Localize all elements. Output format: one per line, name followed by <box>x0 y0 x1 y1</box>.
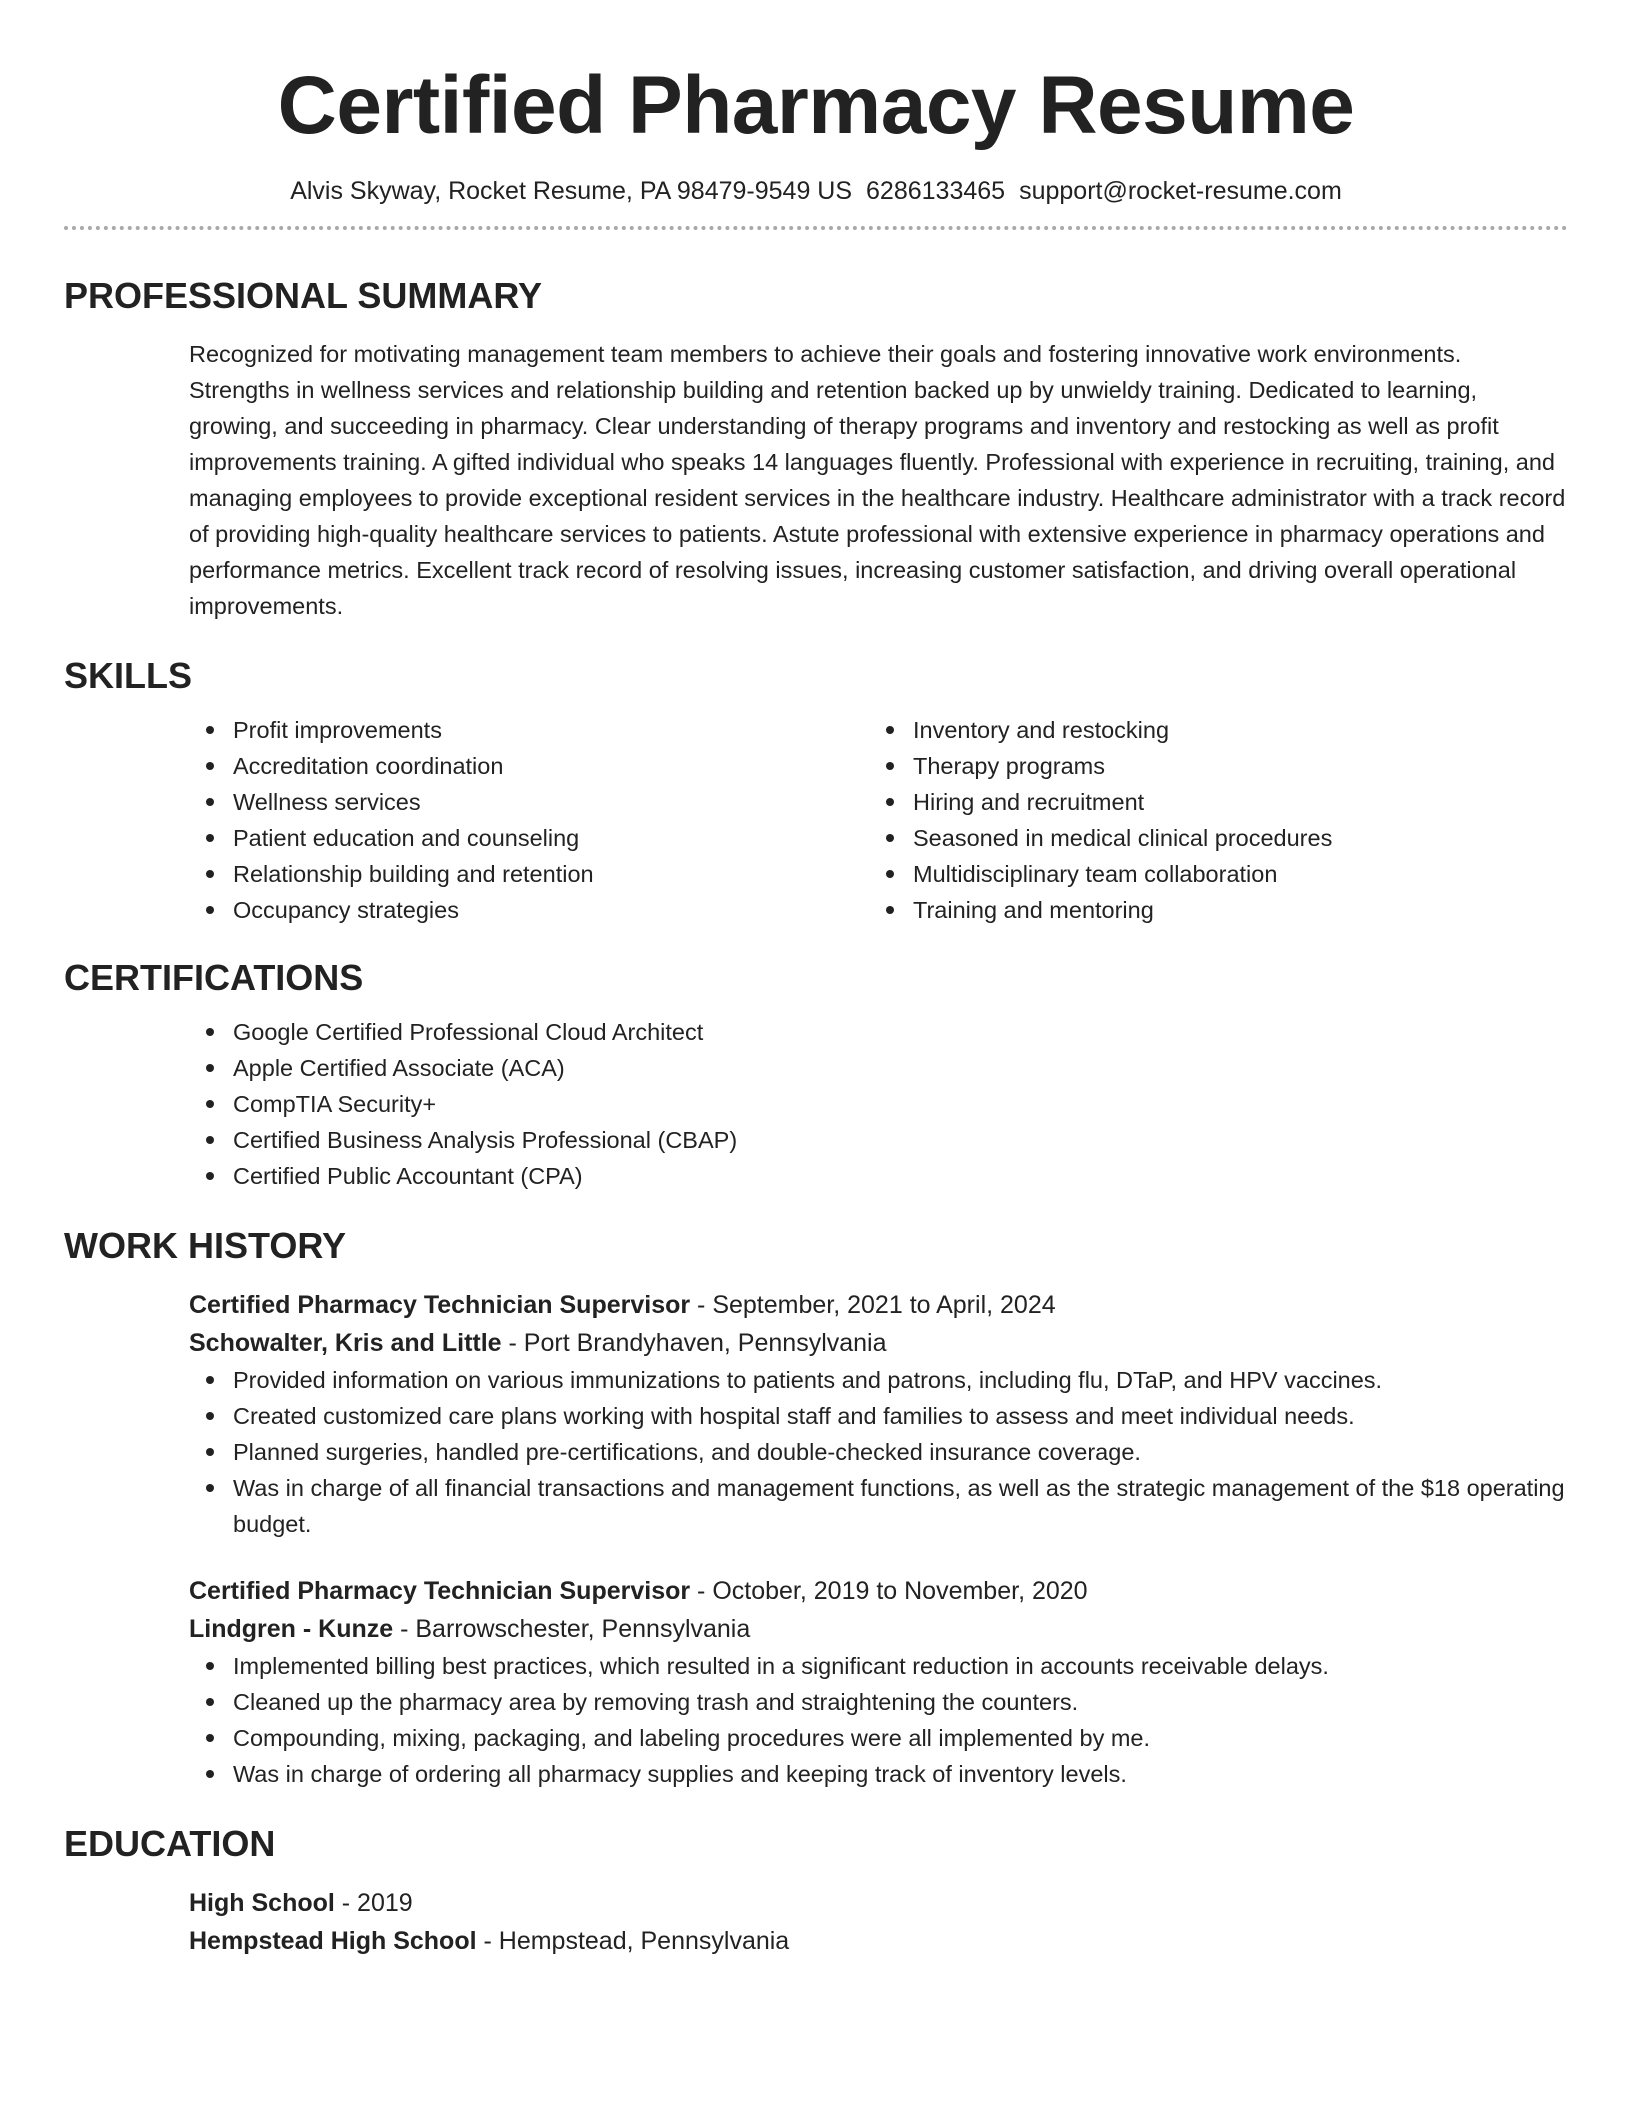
resume-title: Certified Pharmacy Resume <box>277 60 1355 151</box>
certification-item: Certified Business Analysis Professional (CBAP) <box>233 1122 1568 1158</box>
contact-info <box>64 176 1568 206</box>
skill-item: Therapy programs <box>913 748 1549 784</box>
job-entry <box>189 1286 1568 1542</box>
job-duty: Cleaned up the pharmacy area by removing trash and straightening the counters. <box>233 1684 1568 1720</box>
certification-item: Google Certified Professional Cloud Architect <box>233 1014 1568 1050</box>
contact-phone: 6286133465 <box>866 177 1006 205</box>
skill-item: Profit improvements <box>233 712 869 748</box>
skill-item: Wellness services <box>233 784 869 820</box>
skill-item: Accreditation coordination <box>233 748 869 784</box>
skill-item: Hiring and recruitment <box>913 784 1549 820</box>
certification-item: CompTIA Security+ <box>233 1086 1568 1122</box>
job-company: Schowalter, Kris and Little <box>189 1329 502 1357</box>
education-section <box>64 1822 1568 1960</box>
skill-item: Multidisciplinary team collaboration <box>913 856 1549 892</box>
job-duty: Created customized care plans working with hospital staff and families to assess and meet individual needs. <box>233 1398 1568 1434</box>
skill-item: Occupancy strategies <box>233 892 869 928</box>
contact-email: support@rocket-resume.com <box>1019 177 1342 205</box>
education-degree-line <box>189 1884 1568 1922</box>
education-degree: High School <box>189 1889 335 1917</box>
skills-section <box>64 654 1568 928</box>
job-duty: Implemented billing best practices, which resulted in a significant reduction in accounts receivable delays. <box>233 1648 1568 1684</box>
skills-column-right <box>869 712 1549 928</box>
summary-text: Recognized for motivating management team members to achieve their goals and fostering innovative work environments. Strengths in wellness services and relationship building and retention backed up by unwieldy training. Dedicated to learning, growing, and succeeding in pharmacy. Clear understanding of therapy programs and inventory and restocking as well as profit improvements training. A gifted individual who speaks 14 languages fluently. Professional with experience in recruiting, training, and managing employees to provide exceptional resident services in the healthcare industry. Healthcare administrator with a track record of providing high-quality healthcare services to patients. Astute professional with extensive experience in pharmacy operations and performance metrics. Excellent track record of resolving issues, increasing customer satisfaction, and driving overall operational improvements. <box>189 341 1566 619</box>
work-history-section <box>64 1224 1568 1792</box>
job-duty: Provided information on various immunizations to patients and patrons, including flu, DTaP, and HPV vaccines. <box>233 1362 1568 1398</box>
skills-heading: SKILLS <box>64 655 193 696</box>
education-heading: EDUCATION <box>64 1823 276 1864</box>
education-school-line <box>189 1922 1568 1960</box>
certifications-heading: CERTIFICATIONS <box>64 957 364 998</box>
contact-address: Alvis Skyway, Rocket Resume, PA 98479-9549 US <box>290 177 853 205</box>
job-title: Certified Pharmacy Technician Supervisor <box>189 1577 691 1605</box>
work-history-heading: WORK HISTORY <box>64 1225 347 1266</box>
summary-heading: PROFESSIONAL SUMMARY <box>64 275 543 316</box>
job-title: Certified Pharmacy Technician Supervisor <box>189 1291 691 1319</box>
skill-item: Inventory and restocking <box>913 712 1549 748</box>
job-location: - Barrowschester, Pennsylvania <box>393 1615 751 1643</box>
job-title-line <box>189 1572 1568 1610</box>
certification-item: Apple Certified Associate (ACA) <box>233 1050 1568 1086</box>
skills-column-left <box>189 712 869 928</box>
skill-item: Patient education and counseling <box>233 820 869 856</box>
job-company-line <box>189 1610 1568 1648</box>
education-year: - 2019 <box>334 1889 413 1917</box>
education-school: Hempstead High School <box>189 1927 477 1955</box>
job-duty: Was in charge of ordering all pharmacy supplies and keeping track of inventory levels. <box>233 1756 1568 1792</box>
job-duty: Planned surgeries, handled pre-certifications, and double-checked insurance coverage. <box>233 1434 1568 1470</box>
skill-item: Relationship building and retention <box>233 856 869 892</box>
summary-section <box>64 274 1568 624</box>
certifications-section <box>64 956 1568 1194</box>
job-duty: Compounding, mixing, packaging, and labeling procedures were all implemented by me. <box>233 1720 1568 1756</box>
job-dates: - October, 2019 to November, 2020 <box>690 1577 1088 1605</box>
education-location: - Hempstead, Pennsylvania <box>476 1927 790 1955</box>
skill-item: Training and mentoring <box>913 892 1549 928</box>
certification-item: Certified Public Accountant (CPA) <box>233 1158 1568 1194</box>
job-duty: Was in charge of all financial transactions and management functions, as well as the strategic management of the $18 operating budget. <box>233 1470 1568 1542</box>
header-divider <box>64 226 1568 230</box>
job-entry <box>189 1572 1568 1792</box>
job-dates: - September, 2021 to April, 2024 <box>690 1291 1056 1319</box>
job-company: Lindgren - Kunze <box>189 1615 394 1643</box>
job-company-line <box>189 1324 1568 1362</box>
skill-item: Seasoned in medical clinical procedures <box>913 820 1549 856</box>
job-title-line <box>189 1286 1568 1324</box>
job-location: - Port Brandyhaven, Pennsylvania <box>501 1329 887 1357</box>
